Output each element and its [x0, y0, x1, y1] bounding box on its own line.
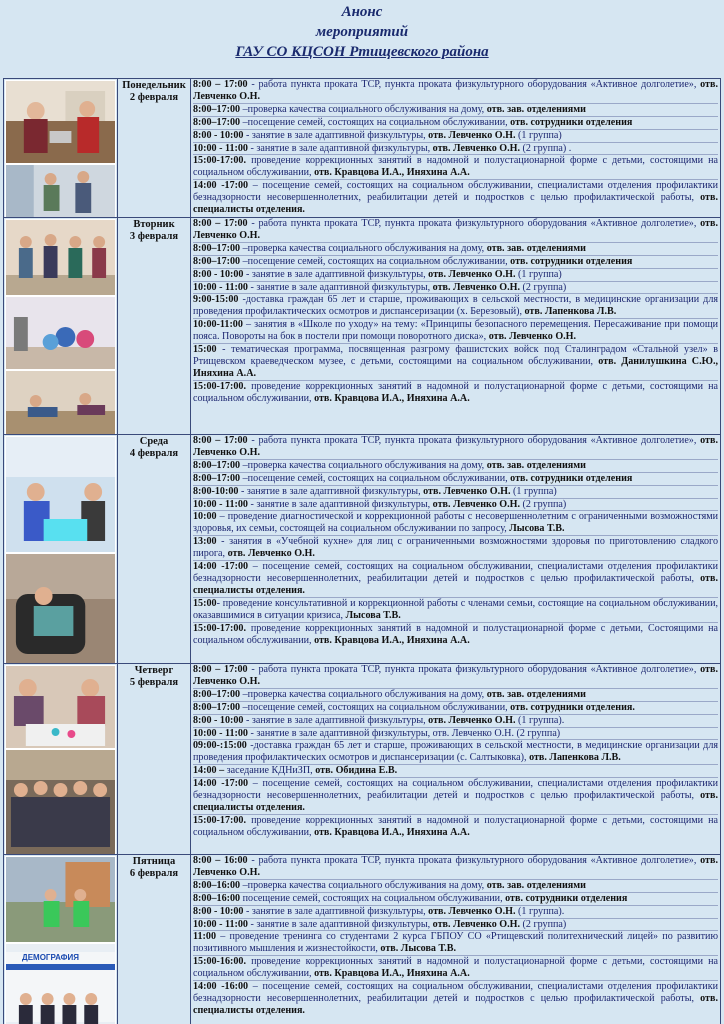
event-text: –проверка качества социального обслуживания на дому, [240, 879, 487, 891]
event-time: 14:00 -16:00 [193, 981, 249, 993]
event-text: посещение семей, состоящих на социальном обслуживании, [240, 892, 506, 904]
event-time: 8:00 - 10:00 [193, 714, 244, 726]
photo-caption: ДЕМОГРАФИЯ [22, 953, 79, 962]
day-cell [118, 218, 191, 435]
photo-cell [4, 435, 118, 664]
day-date: 6 февраля [129, 868, 179, 879]
event-item [193, 623, 718, 647]
event-time: 14:00 – [193, 765, 225, 777]
event-item [193, 664, 718, 689]
event-responsible: отв. зав. отделениями [486, 688, 586, 700]
event-item [193, 104, 718, 117]
event-responsible: отв. Кравцова И.А., Иняхина А.А. [314, 392, 470, 404]
event-responsible: отв. зав. отделениями [486, 242, 586, 254]
event-responsible: отв. Левченко О.Н. [432, 918, 521, 930]
photo-massage-chair [5, 553, 116, 664]
event-group: (1 группа) [515, 268, 562, 280]
day-name: Среда [139, 436, 169, 447]
event-responsible: отв. специалисты отделения. [193, 192, 718, 216]
event-time: 8:00 - 10:00 [193, 129, 244, 141]
day-name: Понедельник [122, 80, 186, 91]
event-time: 8:00–17:00 [193, 242, 241, 254]
day-row [4, 218, 721, 435]
day-cell [118, 664, 191, 855]
event-time: 8:00 – 17:00 [193, 218, 248, 229]
event-time: 8:00 – 16:00 [193, 855, 248, 866]
day-cell [118, 435, 191, 664]
event-item [193, 855, 718, 880]
event-responsible: отв. Левченко О.Н. [193, 79, 718, 102]
event-item [193, 956, 718, 981]
event-time: 15:00 [193, 344, 217, 356]
event-item [193, 880, 718, 893]
event-text: - работа пункта проката ТСР, пункта проката физкультурного оборудования «Активное долголетие», [247, 218, 701, 229]
event-group: (1 группа). [515, 714, 565, 726]
photo-cell [4, 664, 118, 855]
events-cell [191, 79, 721, 218]
event-responsible: отв. Левченко О.Н. [432, 281, 521, 293]
event-time: 8:00 – 17:00 [193, 435, 248, 446]
event-time: 15:00 [193, 597, 217, 609]
event-text: – посещение семей, состоящих на социальном обслуживании, специалистами отделения профилактики безнадзорности несовершеннолетних, реабилитации детей и подростков с целью профилактической работы, [193, 778, 719, 802]
event-text: - работа пункта проката ТСР, пункта проката физкультурного оборудования «Активное долголетие», [247, 855, 701, 866]
event-text: –проверка качества социального обслуживания на дому, [240, 103, 487, 115]
photo-exercise [5, 370, 116, 435]
event-item [193, 561, 718, 598]
event-text: -доставка граждан 65 лет и старше, проживающих в сельской местности, в медицинские организации для проведения профилактических осмотров и диспансеризации (х. Березовый), [193, 294, 718, 318]
photo-cell [4, 855, 118, 1024]
event-time: 8:00-10:00 [193, 485, 239, 497]
event-responsible: отв. сотрудники отделения. [510, 701, 635, 713]
event-text: заседание КДНиЗП, [224, 765, 316, 777]
event-time: 8:00–17:00 [193, 255, 241, 267]
event-time: 8:00 – 17:00 [193, 79, 248, 90]
event-responsible: отв. сотрудники отделения [510, 472, 633, 484]
event-time: 15:00-17:00. [193, 380, 246, 392]
header-subtitle: мероприятий [315, 24, 409, 40]
event-responsible: отв. зав. отделениями [486, 459, 586, 471]
event-responsible: отв. Кравцова И.А., Иняхина А.А. [314, 167, 470, 179]
event-text: - проведение консультативной и коррекционной работы с членами семьи, состоящие на социальном обслуживании, оказавшимися в ситуации кризиса, [193, 597, 718, 621]
day-row [4, 664, 721, 855]
photo-cell [4, 79, 118, 218]
event-responsible: отв. сотрудники отделения [510, 255, 633, 267]
event-responsible: отв. Данилушкина С.Ю., Иняхина А.А. [193, 355, 719, 379]
event-item [193, 981, 718, 1017]
day-date: 3 февраля [129, 231, 179, 242]
event-text: - занятие в зале адаптивной физкультуры, [243, 268, 429, 280]
event-responsible: отв. Левченко О.Н. [428, 268, 516, 280]
event-text: проведение коррекционных занятий в надомной и полустационарной форме с детьми, состоящими на социальном обслуживании, [193, 956, 718, 980]
event-text: - работа пункта проката ТСР, пункта проката физкультурного оборудования «Активное долголетие», [247, 79, 701, 90]
event-responsible: отв. Левченко О.Н. [428, 714, 516, 726]
event-text: - занятия в «Учебной кухне» для лиц с ограниченными возможностями здоровья по приготовлению сладкого пирога, [193, 536, 718, 560]
day-date: 4 февраля [129, 448, 179, 459]
event-item [193, 765, 718, 778]
event-responsible: отв. специалисты отделения. [193, 790, 718, 813]
event-time: 10:00 - 11:00 [193, 918, 248, 930]
event-item [193, 117, 718, 130]
event-item [193, 143, 718, 156]
event-responsible: отв. Обидина Е.В. [315, 765, 398, 777]
event-text: –проверка качества социального обслуживания на дому, [240, 688, 487, 700]
event-time: 13:00 [193, 536, 217, 548]
event-item [193, 931, 718, 956]
event-item [193, 486, 718, 499]
event-text: - работа пункта проката ТСР, пункта проката физкультурного оборудования «Активное долголетие», [247, 435, 701, 446]
event-time: 8:00–17:00 [193, 103, 241, 115]
event-time: 14:00 -17:00 [193, 180, 249, 192]
event-text: - занятие в зале адаптивной физкультуры, [243, 129, 429, 141]
event-item [193, 715, 718, 728]
event-item [193, 728, 718, 741]
event-time: 10:00 - 11:00 [193, 281, 248, 293]
day-date: 2 февраля [129, 92, 179, 103]
event-time: 15:00-16:00. [193, 956, 246, 968]
event-item [193, 893, 718, 906]
event-responsible: отв. сотрудники отделения [505, 892, 628, 904]
event-text: - занятие в зале адаптивной физкультуры, [238, 485, 424, 497]
event-text: – посещение семей, состоящих на социальном обслуживании, специалистами отделения профилактики безнадзорности несовершеннолетних, реабилитации детей и подростков с целью профилактической работы, [193, 561, 719, 584]
event-responsible: отв. специалисты отделения. [193, 992, 718, 1016]
event-item [193, 473, 718, 486]
day-row [4, 855, 721, 1024]
event-time: 15:00-17:00. [193, 155, 246, 167]
schedule-table [3, 78, 721, 1024]
event-responsible: отв. сотрудники отделения [510, 116, 633, 128]
event-responsible: отв. Левченко О.Н. [488, 331, 577, 343]
event-responsible: Лысова Т.В. [509, 523, 565, 535]
event-item [193, 499, 718, 512]
event-responsible: отв. зав. отделениями [486, 879, 586, 891]
event-item [193, 906, 718, 919]
event-item [193, 282, 718, 295]
event-group: (2 группа) [520, 281, 567, 293]
page-header [0, 0, 724, 78]
event-time: 8:00–17:00 [193, 472, 241, 484]
day-cell [118, 855, 191, 1024]
photo-gym [5, 296, 116, 370]
day-row [4, 435, 721, 664]
event-responsible: отв. Лапенкова Л.В. [529, 752, 621, 764]
events-cell [191, 218, 721, 435]
event-text: – посещение семей, состоящих на социальном обслуживании, специалистами отделения профилактики безнадзорности несовершеннолетних, реабилитации детей и подростков с целью профилактической работы, [193, 180, 719, 204]
photo-creative-class [5, 665, 116, 749]
event-time: 10:00-11:00 [193, 319, 243, 331]
event-responsible: отв. Лысова Т.В. [380, 943, 456, 955]
event-text: - занятие в зале адаптивной физкультуры, отв. Левченко О.Н. (2 группа) [247, 727, 561, 739]
event-responsible: отв. Левченко О.Н. [423, 485, 511, 497]
event-text: – занятия в «Школе по уходу» на тему: «Принципы безопасного перемещения. Пересаживание при помощи пояса. Повороты на бок в постели при помощи поворотного диска», [193, 319, 718, 343]
event-text: –посещение семей, состоящих на социальном обслуживании, [240, 255, 511, 267]
day-name: Четверг [134, 665, 174, 676]
event-item [193, 815, 718, 839]
event-item [193, 598, 718, 623]
photo-training [5, 164, 116, 218]
event-item [193, 511, 718, 536]
event-time: 8:00 - 10:00 [193, 905, 244, 917]
event-time: 8:00–17:00 [193, 459, 241, 471]
event-item [193, 218, 718, 243]
event-time: 9:00-15:00 [193, 294, 239, 306]
photo-outdoor [5, 856, 116, 943]
event-text: – проведение диагностической и коррекционной работы с несовершеннолетним с ограниченными возможностями здоровья, их семьи, состоящей на социальном обслуживании по запросу, [193, 511, 718, 535]
event-time: 8:00 – 17:00 [193, 664, 248, 675]
event-responsible: отв. специалисты отделения. [193, 572, 718, 596]
event-text: - занятие в зале адаптивной физкультуры, [247, 498, 433, 510]
event-text: - тематическая программа, посвященная разгрому фашистских войск под Сталинградом «Стальной узел» в Ртищевском краеведческом музее, с детьми, состоящими на социальном обслуживании, [193, 344, 718, 367]
event-responsible: Лысова Т.В. [345, 609, 401, 621]
event-text: - работа пункта проката ТСР, пункта проката физкультурного оборудования «Активное долголетие», [247, 664, 701, 675]
event-time: 09:00-:15:00 [193, 740, 247, 752]
event-text: – проведение тренинга со студентами 2 курса ГБПОУ СО «Ртищевский политехнический лицей» по развитию позитивного мышления и жизнестойкости, [193, 931, 718, 955]
header-organization: ГАУ СО КЦСОН Ртищевского района [235, 44, 489, 60]
day-cell [118, 79, 191, 218]
event-item [193, 269, 718, 282]
event-text: -доставка граждан 65 лет и старше, проживающих в сельской местности, в медицинские организации для проведения профилактических осмотров и диспансеризации (с. Салтыковка), [193, 740, 718, 764]
event-time: 14:00 -17:00 [193, 778, 249, 790]
event-time: 8:00–17:00 [193, 701, 241, 713]
event-time: 15:00-17:00. [193, 814, 246, 826]
event-responsible: отв. Левченко О.Н. [432, 142, 521, 154]
event-responsible: отв. Левченко О.Н. [193, 855, 718, 878]
event-responsible: отв. Левченко О.Н. [428, 129, 516, 141]
event-time: 11:00 [193, 931, 216, 943]
event-text: - занятие в зале адаптивной физкультуры, [243, 714, 429, 726]
day-date: 5 февраля [129, 677, 179, 688]
event-text: –посещение семей, состоящих на социальном обслуживании, [240, 116, 511, 128]
photo-kitchen [5, 80, 116, 164]
event-responsible: отв. Кравцова И.А., Иняхина А.А. [314, 968, 470, 980]
event-responsible: отв. Левченко О.Н. [193, 664, 718, 687]
events-cell [191, 664, 721, 855]
event-item [193, 702, 718, 715]
event-responsible: отв. Левченко О.Н. [428, 905, 516, 917]
event-group: (1 группа) [515, 129, 562, 141]
event-item [193, 79, 718, 104]
event-item [193, 256, 718, 269]
event-item [193, 381, 718, 405]
event-group: (2 группа) [520, 498, 567, 510]
event-responsible: отв. зав. отделениями [486, 103, 586, 115]
event-item [193, 919, 718, 932]
event-responsible: отв. Лапенкова Л.В. [524, 306, 617, 318]
day-name: Вторник [133, 219, 175, 230]
event-text: - занятие в зале адаптивной физкультуры, [247, 142, 433, 154]
event-time: 8:00–17:00 [193, 688, 241, 700]
event-time: 8:00–16:00 [193, 879, 241, 891]
event-text: проведение коррекционных занятий в надомной и полустационарной форме с детьми, состоящими на социальном обслуживании, [193, 155, 718, 179]
event-time: 8:00–17:00 [193, 116, 241, 128]
events-cell [191, 435, 721, 664]
event-time: 10:00 - 11:00 [193, 142, 248, 154]
events-cell [191, 855, 721, 1024]
event-time: 10:00 - 11:00 [193, 727, 248, 739]
event-item [193, 689, 718, 702]
event-text: - занятие в зале адаптивной физкультуры, [247, 281, 433, 293]
event-text: - занятие в зале адаптивной физкультуры, [247, 918, 433, 930]
event-item [193, 155, 718, 180]
event-responsible: отв. Левченко О.Н. [193, 218, 718, 241]
event-text: проведение коррекционных занятий в надомной и полустационарной форме с детьми, состоящими на социальном обслуживании, [193, 380, 718, 404]
event-group: (2 группа) [520, 918, 567, 930]
event-item [193, 740, 718, 765]
event-text: –проверка качества социального обслуживания на дому, [240, 242, 487, 254]
photo-school-of-care [5, 219, 116, 296]
photo-demography-bus [5, 943, 116, 1024]
event-time: 8:00 - 10:00 [193, 268, 244, 280]
event-time: 14:00 -17:00 [193, 561, 249, 573]
event-item [193, 180, 718, 216]
event-time: 10:00 - 11:00 [193, 498, 248, 510]
event-text: –проверка качества социального обслуживания на дому, [240, 459, 487, 471]
event-text: - занятие в зале адаптивной физкультуры, [243, 905, 429, 917]
event-group: (2 группа) . [520, 142, 572, 154]
day-name: Пятница [132, 856, 176, 867]
event-group: (1 группа). [515, 905, 565, 917]
event-item [193, 536, 718, 561]
photo-cell [4, 218, 118, 435]
event-item [193, 319, 718, 344]
photo-group [5, 749, 116, 855]
event-item [193, 294, 718, 319]
event-text: проведение коррекционных занятий в надомной и полустационарной форме с детьми, состоящими на социальном обслуживании, [193, 814, 718, 838]
header-title: Анонс [341, 4, 383, 20]
event-time: 10:00 [193, 511, 217, 523]
event-responsible: отв. Левченко О.Н. [227, 548, 315, 560]
event-item [193, 130, 718, 143]
photo-sand-table [5, 436, 116, 553]
day-row [4, 79, 721, 218]
event-item [193, 344, 718, 381]
event-item [193, 435, 718, 460]
event-responsible: отв. Левченко О.Н. [432, 498, 521, 510]
event-time: 15:00-17:00. [193, 622, 246, 634]
event-responsible: отв. Кравцова И.А., Иняхина А.А. [314, 634, 470, 646]
event-item [193, 243, 718, 256]
event-item [193, 460, 718, 473]
event-item [193, 778, 718, 815]
event-responsible: отв. Кравцова И.А., Иняхина А.А. [314, 826, 470, 838]
event-text: –посещение семей, состоящих на социальном обслуживании, [240, 701, 511, 713]
event-text: –посещение семей, состоящих на социальном обслуживании, [240, 472, 511, 484]
event-responsible: отв. Левченко О.Н. [193, 435, 718, 458]
event-group: (1 группа) [510, 485, 557, 497]
event-text: – посещение семей, состоящих на социальном обслуживании, специалистами отделения профилактики безнадзорности несовершеннолетних, реабилитации детей и подростков с целью профилактической работы, [193, 981, 719, 1004]
event-time: 8:00–16:00 [193, 892, 241, 904]
event-text: проведение коррекционных занятий в надомной и полустационарной форме с детьми, Состоящими на социальном обслуживании, [193, 622, 718, 646]
